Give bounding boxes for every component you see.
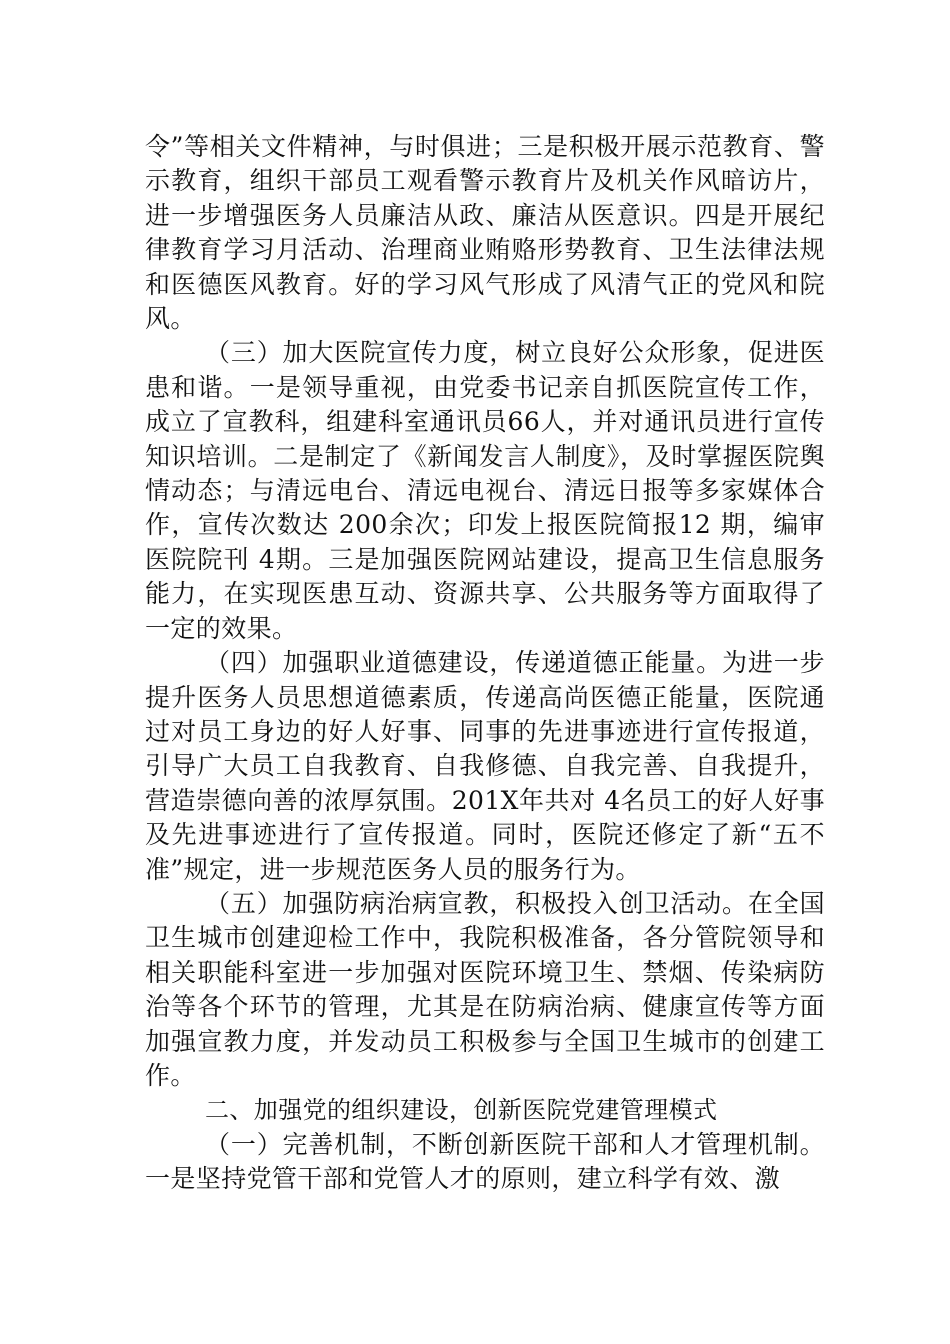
paragraph-1: 令”等相关文件精神，与时俱进；三是积极开展示范教育、警示教育，组织干部员工观看警示教育片及机关作风暗访片，进一步增强医务人员廉洁从政、廉洁从医意识。四是开展纪律教育学习月活动、治理商业贿赂形势教育、卫生法律法规和医德医风教育。好的学习风气形成了风清气正的党风和院风。 [145, 132, 825, 334]
paragraph-2: （三）加大医院宣传力度，树立良好公众形象，促进医患和谐。一是领导重视，由党委书记亲自抓医院宣传工作，成立了宣教科，组建科室通讯员66人，并对通讯员进行宣传知识培训。二是制定了《新闻发言人制度》，及时掌握医院舆情动态；与清远电台、清远电视台、清远日报等多家媒体合作，宣传次数达 200余次；印发上报医院简报12 期，编审医院院刊 4期。三是加强医院网站建设，提高卫生信息服务能力，在实现医患互动、资源共享、公共服务等方面取得了一定的效果。 [145, 338, 825, 643]
section-heading: 二、加强党的组织建设，创新医院党建管理模式 [205, 1096, 718, 1125]
paragraph-3: （四）加强职业道德建设，传递道德正能量。为进一步提升医务人员思想道德素质，传递高尚医德正能量，医院通过对员工身边的好人好事、同事的先进事迹进行宣传报道，引导广大员工自我教育、自我修德、自我完善、自我提升，营造崇德向善的浓厚氛围。201X年共对 4名员工的好人好事及先进事迹进行了宣传报道。同时，医院还修定了新“五不准”规定，进一步规范医务人员的服务行为。 [145, 648, 825, 884]
document-body [145, 130, 825, 1197]
paragraph-5: （一）完善机制，不断创新医院干部和人才管理机制。一是坚持党管干部和党管人才的原则，建立科学有效、激 [145, 1129, 825, 1194]
paragraph-4: （五）加强防病治病宣教，积极投入创卫活动。在全国卫生城市创建迎检工作中，我院积极准备，各分管院领导和相关职能科室进一步加强对医院环境卫生、禁烟、传染病防治等各个环节的管理，尤其是在防病治病、健康宣传等方面加强宣教力度，并发动员工积极参与全国卫生城市的创建工作。 [145, 888, 825, 1090]
